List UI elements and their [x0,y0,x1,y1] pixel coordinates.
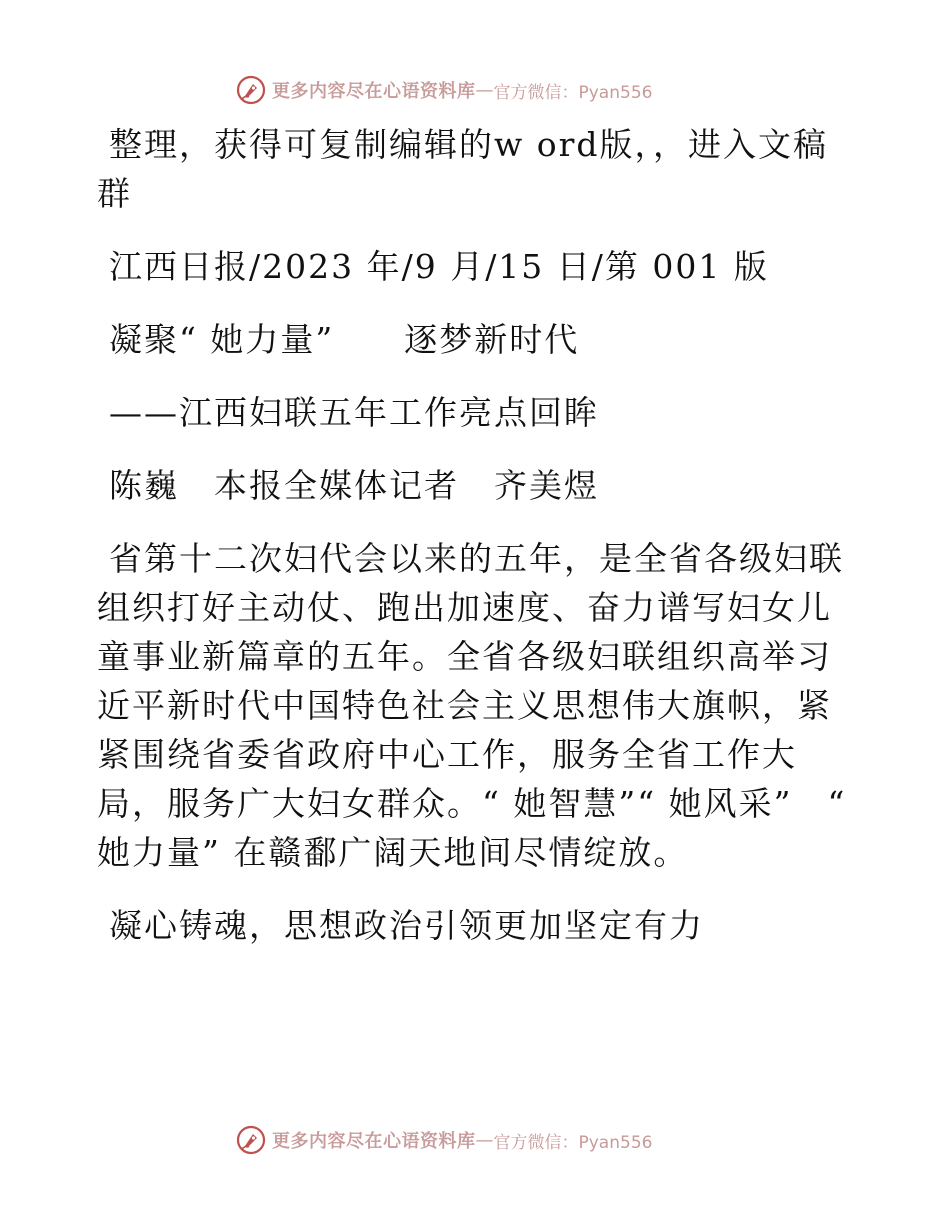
watermark-separator: — [475,79,494,101]
pen-nib-logo-icon [236,1125,266,1155]
watermark-wechat-text: 官方微信：Pyan556 [493,82,653,103]
document-body [97,120,857,974]
watermark-wechat-text: 官方微信：Pyan556 [493,1132,653,1153]
article-subtitle: ——江西妇联五年工作亮点回眸 [109,393,599,432]
header-watermark [236,73,652,107]
watermark-main-text: 更多内容尽在心语资料库 [272,81,476,102]
article-title: 凝聚“ 她力量” 逐梦新时代 [109,320,580,359]
watermark-separator: — [475,1129,494,1151]
lead-paragraph: 整理，获得可复制编辑的w ord版，，进入文稿群 [97,125,829,213]
byline: 陈巍 本报全媒体记者 齐美煜 [109,466,599,505]
body-paragraph: 省第十二次妇代会以来的五年，是全省各级妇联组织打好主动仗、跑出加速度、奋力谱写妇女儿童事业新篇章的五年。全省各级妇联组织高举习近平新时代中国特色社会主义思想伟大旗帜，紧紧围绕省委省政府中心工作，服务全省工作大局，服务广大妇女群众。“ 她智慧”“ 她风采” “ 她力量” 在赣鄱广阔天地间尽情绽放。 [97,539,847,872]
footer-watermark [236,1123,652,1157]
watermark-main-text: 更多内容尽在心语资料库 [272,1131,476,1152]
pen-nib-logo-icon [236,75,266,105]
section-heading: 凝心铸魂，思想政治引领更加坚定有力 [109,906,704,945]
source-line: 江西日报/2023 年/9 月/15 日/第 001 版 [109,247,769,286]
